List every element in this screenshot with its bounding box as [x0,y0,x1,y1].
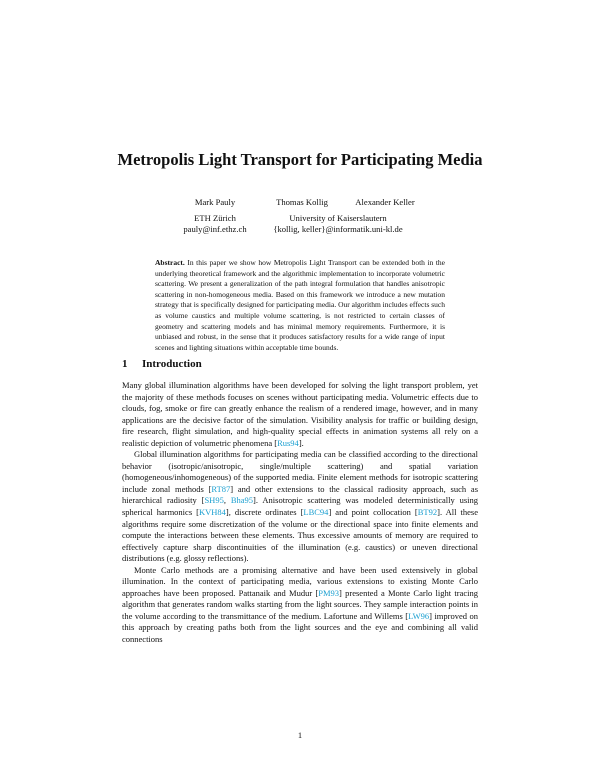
affiliation-email: {kollig, keller}@informatik.uni-kl.de [273,224,403,234]
author-name: Mark Pauly [194,197,236,207]
citation-link[interactable]: Rus94 [277,437,299,448]
section-title: Introduction [142,358,202,370]
citation-link[interactable]: LW96 [408,610,430,621]
paragraph-text: Many global illumination algorithms have been developed for solving the light transport problem, yet the majority of these methods focuses on scenes without participating media. Volumetric effects due to clouds, fog, smoke or fire can greatly enhance the realism of a rendered image, however, and in many applications are the decisive factor of the simulation. Visibility analysis for traffic or building design, fire research, flight simulation, and high-quality special effects in animation systems all rely on a realistic depiction of volumetric phenomena [ [122,380,478,448]
paragraph-text: ]. All these algorithms require some discretization of the volume or the directional space into finite elements and compute the interactions between these elements. Thus excessive amounts of memory are required to effectively capture sharp discontinuities of the illumination (e.g. caustics) or uneven directional distributions (e.g. glossy reflections). [122,507,479,564]
body-text [122,380,478,646]
paragraph-text: ]. [298,437,304,448]
affiliation-org: University of Kaiserslautern [289,213,387,223]
paragraph [122,565,478,646]
affiliation-kaiserslautern [248,213,428,235]
paragraph-text: ] and other extensions to the classical radiosity approach, such as hierarchical radiosity [ [122,483,478,506]
citation-link[interactable]: BT92 [417,507,438,518]
paragraph-text: ], discrete ordinates [ [225,507,304,518]
paragraph-text: Monte Carlo methods are a promising alternative and have been used extensively in global illumination. In the context of participating media, various extensions to existing Monte Carlo approaches have been proposed. Pattanaik and Mudur [ [122,564,478,598]
paragraph-text: ]. Anisotropic scattering was modeled deterministically using spherical harmonics [ [122,495,479,518]
affiliation-org: ETH Zürich [194,213,236,223]
paragraph-text: ] and point collocation [ [328,507,418,518]
abstract [155,258,445,353]
abstract-label: Abstract. [155,258,185,267]
paragraph [122,449,478,564]
citation-link[interactable]: KVH84 [199,507,226,518]
paragraph-text: Global illumination algorithms for participating media can be classified according to the directional behavior (isotropic/anisotropic, single/multiple scattering) and spatial variation (homogeneous/inhomogeneous) of the supported media. Finite element methods for isotropic scattering include zonal methods [ [122,449,478,494]
affiliation-email: pauly@inf.ethz.ch [183,224,247,234]
paragraph-text: ] improved on this approach by creating paths both from the light sources and the eye and combining all valid connections [122,610,478,645]
author-name: Thomas Kollig [276,197,328,207]
section-number: 1 [122,358,128,370]
paragraph-text: ] presented a Monte Carlo light tracing algorithm that generates random walks starting from the light sources. They sample interaction points in the volume according to the transmittance of the medium. Lafortune and Willems [ [122,587,478,621]
citation-link[interactable]: SH95 [204,495,224,506]
paragraph-text: , [223,495,231,506]
paper-title: Metropolis Light Transport for Participating Media [117,150,483,169]
citation-link[interactable]: LBC94 [303,507,329,518]
paragraph [122,380,478,449]
abstract-text: In this paper we show how Metropolis Light Transport can be extended both in the underlying theoretical framework and the algorithmic implementation to incorporate volumetric scattering. We present a generalization of the path integral formulation that handles anisotropic scattering in non-homogeneous media. Based on this framework we introduce a new mutation strategy that is specifically designed for participating media. Our algorithm includes effects such as volume caustics and multiple volume scattering, is not restricted to certain classes of geometry and scattering models and has minimal memory requirements. Furthermore, it is unbiased and robust, in the sense that it produces satisfactory results for a wide range of input scenes and lighting situations within acceptable time bounds. [155,258,446,352]
section-heading [122,358,202,370]
citation-link[interactable]: PM93 [318,587,340,598]
citation-link[interactable]: Bha95 [230,495,254,506]
page-number: 1 [297,730,303,740]
citation-link[interactable]: RT87 [211,483,231,494]
author-name: Alexander Keller [355,197,415,207]
